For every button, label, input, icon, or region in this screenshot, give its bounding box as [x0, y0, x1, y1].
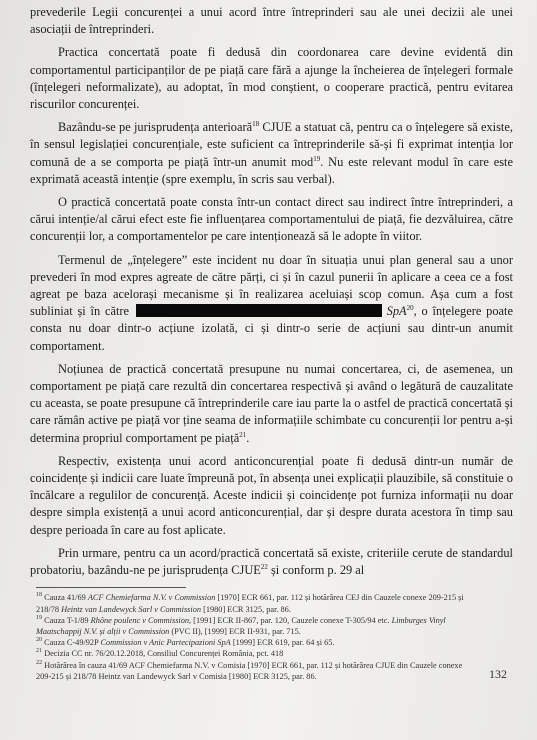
- footnote: [36, 615, 473, 637]
- paragraph: [30, 453, 513, 539]
- footnote-number: 18: [36, 592, 42, 599]
- text-run: . Nu este relevant modul în care este exprimată această intenție (spre exemplu, în scris sau verbal).: [30, 154, 513, 186]
- body-text: [30, 4, 513, 579]
- footnote-separator: [36, 587, 186, 588]
- text-run: Cauza C-49/92P: [42, 638, 101, 648]
- text-run: Cauza 41/69: [42, 593, 88, 603]
- footnote-number: 22: [36, 659, 42, 666]
- text-run: [1999] ECR 619, par. 64 și 65.: [230, 638, 335, 648]
- footnote-number: 19: [36, 614, 42, 621]
- footnote-reference: 22: [260, 562, 268, 571]
- footnote-number: 20: [36, 637, 42, 644]
- paragraph: [30, 252, 513, 355]
- text-run: Termenul de „înțelegere” este incident nu doar în situația unui plan general sau a unor prevederi în mod expres agreate de către părți, ci și în cazul punerii în aplicare a ceea ce a fost agreat pe baza acelorași mecanisme și în realizarea aceluiași scop comun. Așa cum a fost subliniat și în către: [30, 252, 513, 319]
- text-run: .: [246, 430, 250, 445]
- paragraph: [30, 361, 513, 447]
- text-run: CJUE a statuat că, pentru ca o înțelegere să existe, în sensul legislației concurențiale, este suficient ca întreprinderile să-și fi exprimat intenția lor comună de a se comporta pe piață într-un anumit mod: [30, 120, 513, 169]
- text-run: (PVC II), [1999] ECR II-931, par. 715.: [169, 626, 301, 636]
- text-run: Practica concertată poate fi dedusă din coordonarea care devine evidentă din comportamentul participanților de pe piață care fără a ajunge la încheierea de înțelegeri formale (înțelegeri neformalizate), au adoptat, în mod conștient, o cooperare practică, pentru evitarea riscurilor concurenței.: [30, 45, 513, 112]
- footnote: [36, 660, 473, 682]
- italic-text: Commission v Anic Partecipazioni SpA: [100, 638, 231, 648]
- italic-text: Heintz van Landewyck Sarl v Commission: [61, 604, 202, 614]
- text-run: Respectiv, existența unui acord anticoncurențial poate fi dedusă dintr-un număr de coincidențe și indicii care luate împreună pot, în absența unei explicații plauzibile, să constituie o încălcare a regulilor de concurență. Aceste indicii și coincidențe pot furniza informații nu doar despre simpla existență a unui acord anticoncurențial, dar și despre durata acestora în timp sau despre perioada în care au fost aplicate.: [30, 453, 513, 537]
- footnote-reference: 21: [239, 430, 247, 439]
- text-run: Decizia CC nr. 76/20.12.2018, Consiliul Concurenței România, pct. 418: [42, 649, 284, 659]
- footnote-number: 21: [36, 648, 42, 655]
- text-run: Prin urmare, pentru ca un acord/practică concertată să existe, criteriile cerute de standardul probatoriu, bazându-ne pe jurisprudența CJUE: [30, 545, 513, 578]
- italic-text: SpA: [386, 304, 407, 319]
- text-run: [1980] ECR 3125, par. 86.: [201, 604, 291, 614]
- text-run: prevederile Legii concurenței a unui acord între întreprinderi sau ale unei decizii ale unei asociații de întreprinderi.: [30, 5, 513, 37]
- text-run: , [1991] ECR II-867, par. 120, Cauzele conexe T-305/94 etc.: [189, 615, 392, 625]
- paragraph: [30, 4, 513, 38]
- paragraph: [30, 194, 513, 246]
- page-number: 132: [489, 667, 507, 681]
- text-run: O practică concertată poate consta într-un contact direct sau indirect între întreprinderi, a cărui intenție/al cărui efect este fie influențarea comportamentului de piață, fie dezvăluirea, către concurenții lor, a comportamentelor pe care intenționează să le adopte în viitor.: [30, 195, 513, 244]
- text-run: și conform p. 29 al: [267, 563, 365, 578]
- text-run: Cauza T-1/89: [42, 615, 91, 625]
- text-run: Noțiunea de practică concertată presupune nu numai concertarea, ci, de asemenea, un comportament pe piață care rezultă din concertarea respectivă și având o legătură de cauzalitate cu aceasta, se poate presupune că întreprinderile care iau parte la o astfel de practică concertată și care rămân active pe piață vor ține seama de informațiile schimbate cu concurenții lor pentru a-și determina propriul comportament pe piață: [30, 361, 513, 445]
- footnote-reference: 20: [406, 304, 414, 313]
- footnote: [36, 592, 473, 614]
- footnote: [36, 637, 473, 648]
- footnote-reference: 18: [252, 120, 260, 129]
- footnotes: [30, 592, 513, 682]
- italic-text: ACF Chemiefarma N.V. v Commission: [87, 593, 216, 603]
- italic-text: Limburges Vinyl Maatschappij N.V. și alții v Commission: [36, 615, 446, 636]
- footnote-reference: 19: [313, 154, 321, 163]
- text-run: Hotărârea în cauza 41/69 ACF Chemiefarma N.V. v Comisia [1970] ECR 661, par. 112 și hotărârea CJUE din Cauzele conexe 209-215 și 218/78 Heintz van Landewyck Sarl v Comisia [1980] ECR 3125, par. 86.: [36, 660, 463, 681]
- text-run: [1970] ECR 661, par. 112 și hotărârea CEJ din Cauzele conexe 209-215 și 218/78: [36, 593, 464, 614]
- italic-text: Rhône poulenc v Commission: [90, 615, 190, 625]
- paragraph: [30, 44, 513, 113]
- text-run: Bazându-se pe jurisprudența anterioară: [58, 120, 253, 135]
- footnote: [36, 648, 473, 659]
- paragraph: [30, 119, 513, 188]
- text-run: , o înțelegere poate consta nu doar dintr-o acțiune izolată, ci și dintr-o serie de acțiuni sau dintr-un anumit comportament.: [30, 304, 513, 353]
- redaction-block: [136, 304, 382, 317]
- paragraph: [30, 545, 513, 579]
